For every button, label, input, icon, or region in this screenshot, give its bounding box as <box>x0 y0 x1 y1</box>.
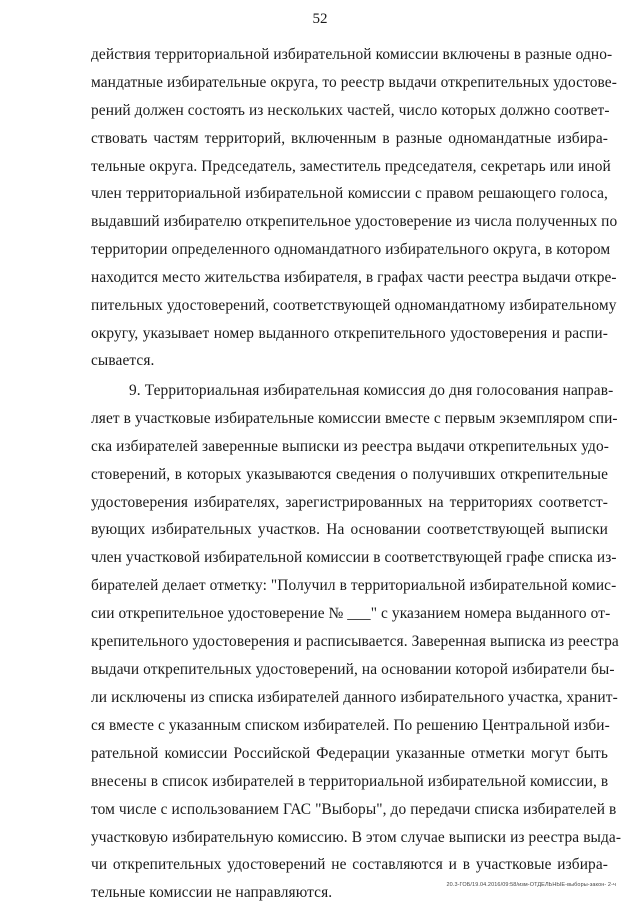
text-line: ся вместе с указанным списком избирателей. По решению Центральной изби- <box>91 717 610 734</box>
text-line: мандатные избирательные округа, то реестр выдачи открепительных удостове- <box>91 74 617 91</box>
text-line: вующих избирательных участков. На основании соответствующей выписки <box>91 521 608 538</box>
text-line: пительных удостоверений, соответствующей одномандатному избирательному <box>91 297 617 314</box>
text-line: выдавший избирателю открепительное удостоверение из числа полученных по <box>91 213 618 230</box>
text-line: чи открепительных удостоверений не составляются и в участковые избира- <box>91 856 608 873</box>
text-line: бирателей делает отметку: "Получил в территориальной избирательной комис- <box>91 577 617 594</box>
text-line: член участковой избирательной комиссии в соответствующей графе списка из- <box>91 549 617 566</box>
text-line: внесены в список избирателей в территориальной избирательной комиссии, в <box>91 773 609 790</box>
page-number: 52 <box>312 11 328 27</box>
text-line: территории определенного одномандатного избирательного округа, в котором <box>91 241 611 258</box>
text-line: ляет в участковые избирательные комиссии вместе с первым экземпляром спи- <box>91 410 618 427</box>
text-line: рательной комиссии Российской Федерации указанные отметки могут быть <box>91 745 608 762</box>
paragraph-9-first-line: 9. Территориальная избирательная комиссия до дня голосования направ- <box>129 382 614 399</box>
text-line: ствовать частям территорий, включенным в разные одномандатные избира- <box>91 130 608 147</box>
text-line: тельные комиссии не направляются. <box>91 884 333 901</box>
text-line: участковую избирательную комиссию. В этом случае выписки из реестра выда- <box>91 829 622 846</box>
text-line: крепительного удостоверения и расписывается. Заверенная выписка из реестра <box>91 633 619 650</box>
text-line: тельные округа. Председатель, заместитель председателя, секретарь или иной <box>91 158 611 175</box>
text-line: сии открепительное удостоверение № ___" с указанием номера выданного от- <box>91 605 611 622</box>
text-line: ска избирателей заверенные выписки из реестра выдачи открепительных удо- <box>91 438 609 455</box>
footer-file-stamp: 20.3-ГОБ/19.04.2016/09:58/изм-ОТДЕЛЬНЫЕ-выборы-закон- 2-ч <box>446 882 616 888</box>
text-line: выдачи открепительных удостоверений, на основании которой избиратели бы- <box>91 661 615 678</box>
text-line: действия территориальной избирательной комиссии включены в разные одно- <box>91 46 613 63</box>
text-line: находится место жительства избирателя, в графах части реестра выдачи откре- <box>91 269 617 286</box>
text-line: рений должен состоять из нескольких частей, число которых должно соответ- <box>91 102 610 119</box>
text-line: удостоверения избирателях, зарегистрированных на территориях соответст- <box>91 494 608 511</box>
text-line: сывается. <box>91 352 155 369</box>
text-line: стоверений, в которых указываются сведения о получивших открепительные <box>91 466 608 483</box>
text-line: член территориальной избирательной комиссии с правом решающего голоса, <box>91 185 608 202</box>
text-line: округу, указывает номер выданного открепительного удостоверения и распи- <box>91 325 608 342</box>
text-line: том числе с использованием ГАС "Выборы", до передачи списка избирателей в <box>91 801 617 818</box>
text-line: ли исключены из списка избирателей данного избирательного участка, хранит- <box>91 689 618 706</box>
